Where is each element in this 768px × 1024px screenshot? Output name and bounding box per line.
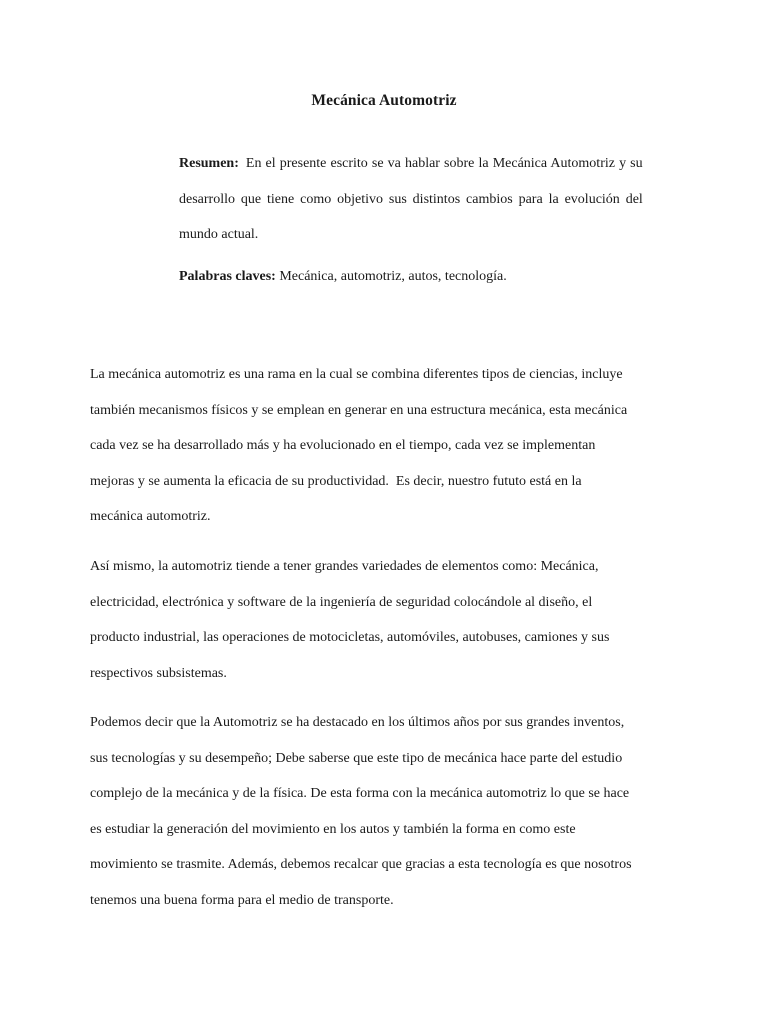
paragraph-line: producto industrial, las operaciones de motocicletas, automóviles, autobuses, camiones y sus <box>90 630 610 645</box>
paragraph-2 <box>90 549 690 691</box>
paragraph-line: sus tecnologías y su desempeño; Debe saberse que este tipo de mecánica hace parte del estudio <box>90 750 623 766</box>
abstract-line-2: desarrollo que tiene como objetivo sus distintos cambios para la evolución del <box>179 191 643 207</box>
paragraph-line: también mecanismos físicos y se emplean en generar en una estructura mecánica, esta mecánica <box>90 402 628 418</box>
keywords-label: Palabras claves: <box>179 269 276 284</box>
paragraph-line: cada vez se ha desarrollado más y ha evolucionado en el tiempo, cada vez se implementan <box>90 438 596 453</box>
paragraph-line: Podemos decir que la Automotriz se ha destacado en los últimos años por sus grandes inventos, <box>90 715 625 730</box>
paragraph-3 <box>90 705 690 918</box>
abstract-line-1 <box>179 146 677 182</box>
keywords-section <box>179 265 677 289</box>
abstract-label: Resumen: <box>179 156 239 171</box>
paragraph-line: complejo de la mecánica y de la física. De esta forma con la mecánica automotriz lo que se hace <box>90 786 630 801</box>
paragraph-line: es estudiar la generación del movimiento en los autos y también la forma en como este <box>90 821 576 837</box>
paragraph-line: movimiento se trasmite. Además, debemos recalcar que gracias a esta tecnología es que nosotros <box>90 857 632 872</box>
abstract-text-1: En el presente escrito se va hablar sobre la Mecánica Automotriz y su <box>245 156 643 171</box>
paragraph-line: electricidad, electrónica y software de la ingeniería de seguridad colocándole al diseño, el <box>90 594 593 610</box>
paragraph-line: Así mismo, la automotriz tiende a tener grandes variedades de elementos como: Mecánica, <box>90 559 599 574</box>
paragraph-line: mejoras y se aumenta la eficacia de su productividad. Es decir, nuestro fututo está en la <box>90 473 582 489</box>
paragraph-line: mecánica automotriz. <box>90 509 211 524</box>
paragraph-1 <box>90 357 690 535</box>
paragraph-line: La mecánica automotriz es una rama en la cual se combina diferentes tipos de ciencias, incluye <box>90 367 623 382</box>
document-title: Mecánica Automotriz <box>311 92 457 109</box>
keywords-text: Mecánica, automotriz, autos, tecnología. <box>279 269 507 284</box>
paragraph-line: respectivos subsistemas. <box>90 665 227 681</box>
abstract-line-3: mundo actual. <box>179 227 259 242</box>
paragraph-line: tenemos una buena forma para el medio de transporte. <box>90 892 394 908</box>
abstract-section <box>179 146 677 253</box>
